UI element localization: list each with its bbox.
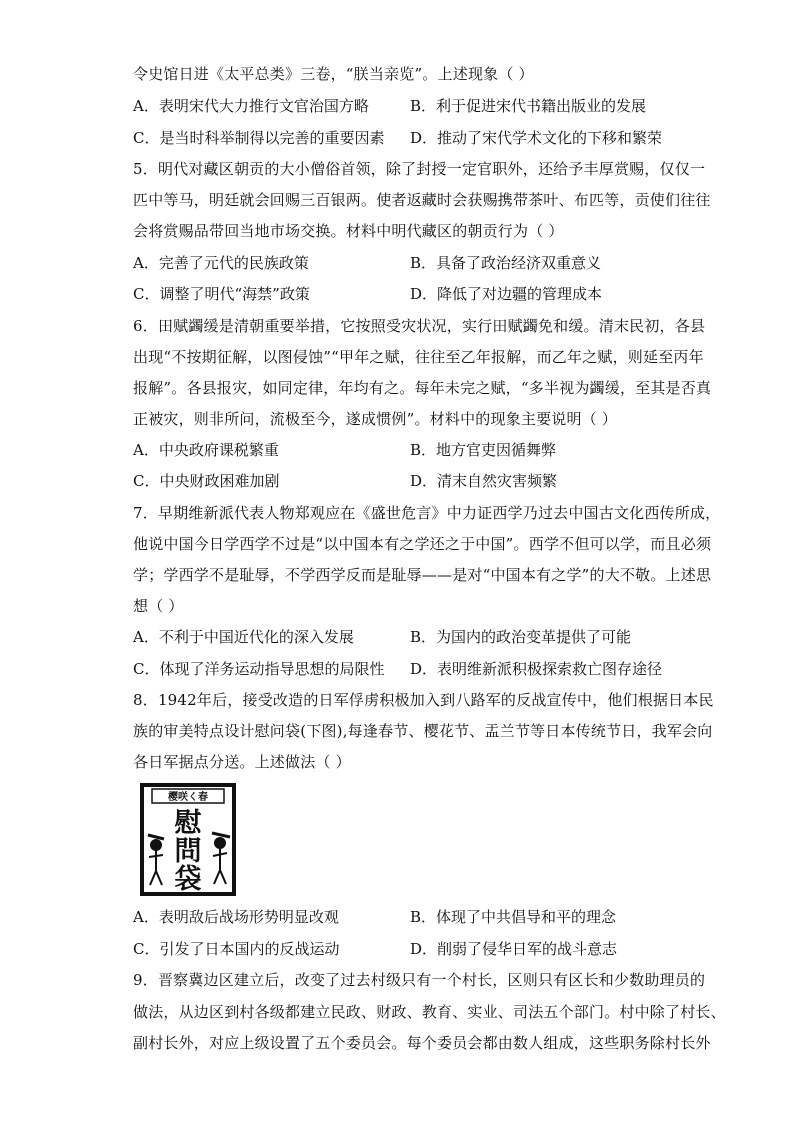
comfort-bag-illustration bbox=[140, 783, 236, 896]
q9-stem-line: 副村长外，对应上级设置了五个委员会。每个委员会都由数人组成，这些职务除村长外 bbox=[133, 1034, 711, 1052]
q8-option-d: D．削弱了侵华日军的战斗意志 bbox=[410, 940, 618, 958]
q7-option-c: C．体现了洋务运动指导思想的局限性 bbox=[133, 660, 385, 678]
q6-option-d: D．清末自然灾害频繁 bbox=[410, 472, 558, 490]
q7-stem-line: 7．早期维新派代表人物郑观应在《盛世危言》中力证西学乃过去中国古文化西传所成， bbox=[133, 504, 721, 522]
q6-stem-line: 6．田赋蠲缓是清朝重要举措，它按照受灾状况，实行田赋蠲免和缓。清末民初，各县 bbox=[133, 317, 706, 335]
q5-stem-line: 5．明代对藏区朝贡的大小僧俗首领，除了封授一定官职外，还给予丰厚赏赐，仅仅一 bbox=[133, 160, 706, 178]
q8-option-b: B．体现了中共倡导和平的理念 bbox=[410, 908, 617, 926]
q6-stem-line: 报解”。各县报灾，如同定律，年均有之。每年未完之赋，“多半视为蠲缓，至其是否真 bbox=[133, 379, 712, 397]
q8-stem-line: 各日军据点分送。上述做法（ ） bbox=[133, 753, 351, 771]
q4-stem-line: 令史馆日进《太平总类》三卷，“朕当亲览”。上述现象（ ） bbox=[133, 65, 534, 83]
q5-stem-line: 会将赏赐品带回当地市场交换。材料中明代藏区的朝贡行为（ ） bbox=[133, 222, 564, 240]
q5-stem-line: 匹中等马，明廷就会回赐三百银两。使者返藏时会获赐携带茶叶、布匹等，贡使们往往 bbox=[133, 191, 711, 209]
q5-option-c: C．调整了明代“海禁”政策 bbox=[133, 285, 310, 303]
q8-stem-line: 族的审美特点设计慰问袋(下图),每逢春节、樱花节、盂兰节等日本传统节日，我军会向 bbox=[133, 722, 713, 740]
comfort-bag-figure bbox=[140, 783, 236, 896]
q7-stem-line: 他说中国今日学西学不过是“以中国本有之学还之于中国”。西学不但可以学，而且必须 bbox=[133, 535, 712, 553]
q5-option-b: B．具备了政治经济双重意义 bbox=[410, 254, 602, 272]
q6-stem-line: 出现“不按期征解，以图侵蚀”“甲年之赋，往往至乙年报解，而乙年之赋，则延至丙年 bbox=[133, 348, 704, 366]
q6-option-c: C．中央财政困难加剧 bbox=[133, 472, 280, 490]
q7-stem-line: 学；学西学不是耻辱，不学西学反而是耻辱——是对“中国本有之学”的大不敬。上述思 bbox=[133, 566, 712, 584]
bag-title-char-3: 袋 bbox=[174, 864, 202, 895]
q5-option-d: D．降低了对边疆的管理成本 bbox=[410, 285, 603, 303]
q6-stem-line: 正被灾，则非所问，流极至今，遂成惯例”。材料中的现象主要说明（ ） bbox=[133, 410, 618, 428]
q4-option-d: D．推动了宋代学术文化的下移和繁荣 bbox=[410, 129, 663, 147]
q7-option-d: D．表明维新派积极探索救亡图存途径 bbox=[410, 660, 663, 678]
q4-option-b: B．利于促进宋代书籍出版业的发展 bbox=[410, 97, 647, 115]
q9-stem-line: 9．晋察冀边区建立后，改变了过去村级只有一个村长，区则只有区长和少数助理员的 bbox=[133, 971, 706, 989]
q8-option-c: C．引发了日本国内的反战运动 bbox=[133, 940, 340, 958]
q4-option-c: C．是当时科举制得以完善的重要因素 bbox=[133, 129, 385, 147]
q6-option-b: B．地方官吏因循舞弊 bbox=[410, 441, 557, 459]
q6-option-a: A．中央政府课税繁重 bbox=[133, 441, 279, 459]
q8-stem-line: 8．1942年后，接受改造的日军俘虏积极加入到八路军的反战宣传中，他们根据日本民 bbox=[133, 691, 714, 709]
bag-title-char-1: 慰 bbox=[174, 808, 202, 839]
bag-header-text: 樱咲く春 bbox=[168, 792, 208, 803]
bag-title-char-2: 問 bbox=[174, 836, 202, 867]
q7-option-a: A．不利于中国近代化的深入发展 bbox=[133, 628, 354, 646]
q4-option-a: A．表明宋代大力推行文官治国方略 bbox=[133, 97, 369, 115]
q5-option-a: A．完善了元代的民族政策 bbox=[133, 254, 309, 272]
q7-option-b: B．为国内的政治变革提供了可能 bbox=[410, 628, 632, 646]
q7-stem-line: 想（ ） bbox=[133, 597, 184, 615]
q8-option-a: A．表明敌后战场形势明显改观 bbox=[133, 908, 339, 926]
q9-stem-line: 做法，从边区到村各级都建立民政、财政、教育、实业、司法五个部门。村中除了村长、 bbox=[133, 1003, 726, 1021]
